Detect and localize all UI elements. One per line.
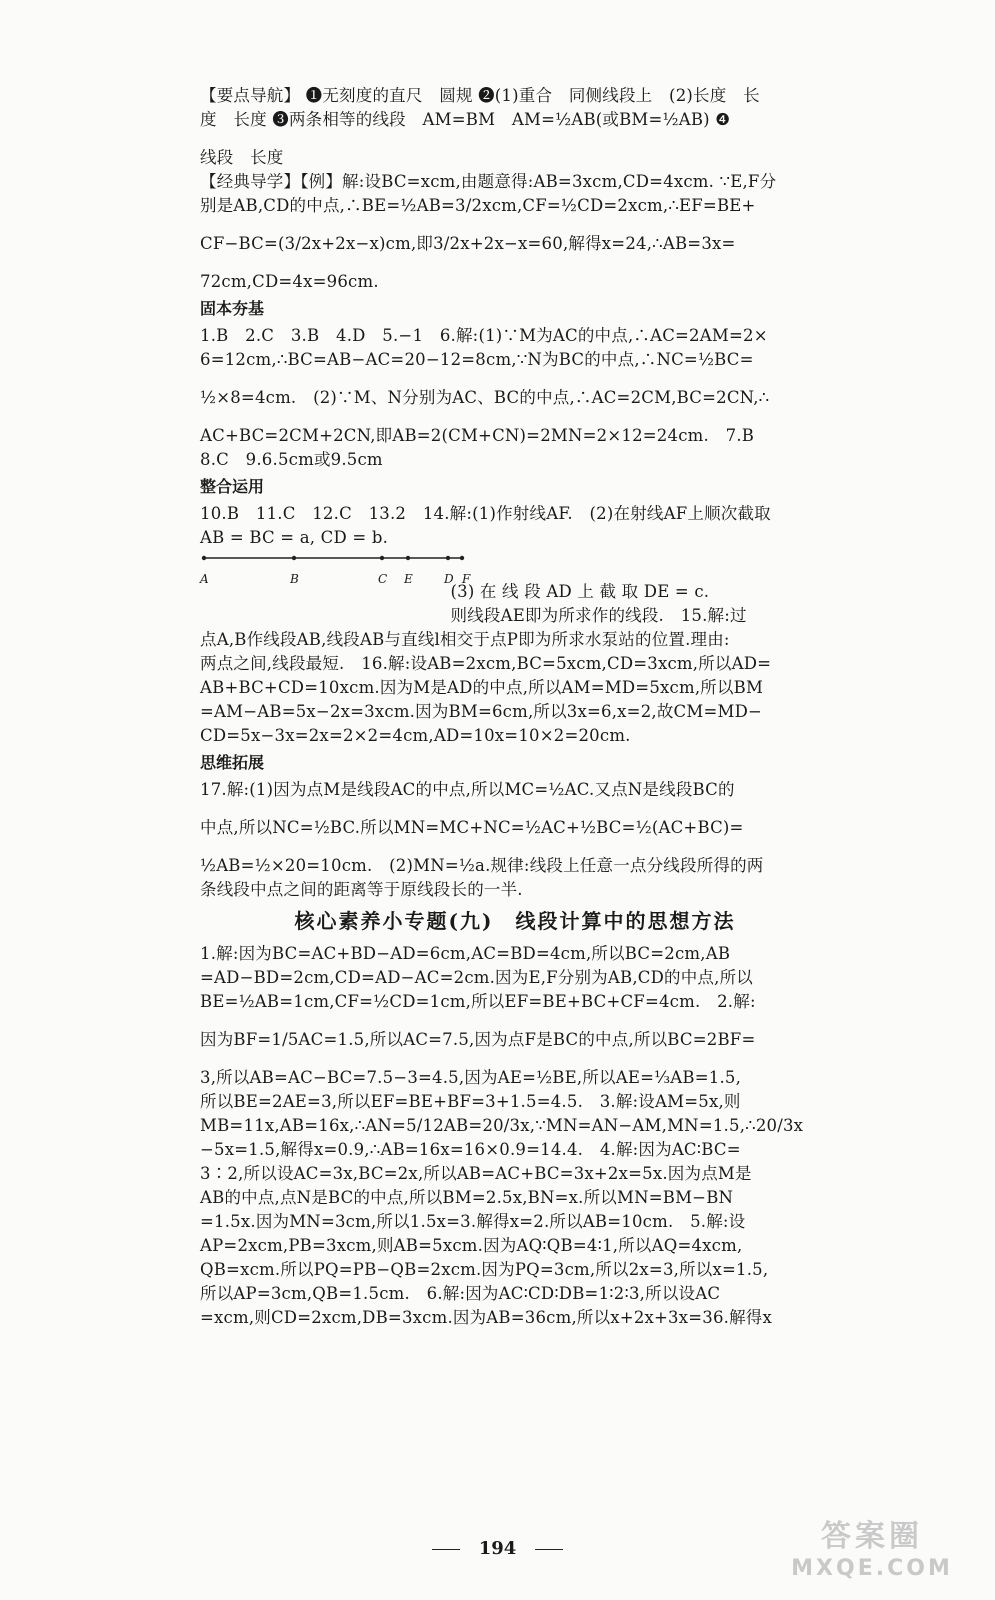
topic-answers-block [200,942,830,1330]
text-line: 点A,B作线段AB,线段AB与直线l相交于点P即为所求水泵站的位置.理由: [200,630,730,649]
text-line: 3,所以AB=AC−BC=7.5−3=4.5,因为AE=½BE,所以AE=⅓AB=1.5, [200,1068,742,1087]
basic-answers-block [200,324,830,472]
text-line: 所以AP=3cm,QB=1.5cm. 6.解:因为AC∶CD∶DB=1∶2∶3,所以设AC [200,1284,721,1303]
text-line: (3) 在 线 段 AD 上 截 取 DE = c. [200,582,710,601]
extension-block [200,778,830,902]
text-line: 8.C 9.6.5cm或9.5cm [200,450,383,469]
point-label-b: B [290,572,299,586]
text-line: 中点,所以NC=½BC.所以MN=MC+NC=½AC+½BC=½(AC+BC)= [200,818,744,837]
text-line: AP=2xcm,PB=3xcm,则AB=5xcm.因为AQ∶QB=4∶1,所以AQ=4xcm, [200,1236,743,1255]
point-label-f: F [462,572,471,586]
text-line: 3∶2,所以设AC=3x,BC=2x,所以AB=AC+BC=3x+2x=5x.因为点M是 [200,1164,752,1183]
key-points-block [200,84,830,170]
watermark-bottom-text: MXQE.COM [791,1556,953,1581]
text-line: 度 长度 ❸两条相等的线段 AM=BM AM=½AB(或BM=½AB) ❹ [200,110,731,129]
text-line: 17.解:(1)因为点M是线段AC的中点,所以MC=½AC.又点N是线段BC的 [200,780,735,799]
footer-dash-left [432,1549,460,1550]
answer-page [200,84,830,1330]
text-line: BE=½AB=1cm,CF=½CD=1cm,所以EF=BE+BC+CF=4cm. 2.解: [200,992,756,1011]
text-line: QB=xcm.所以PQ=PB−QB=2xcm.因为PQ=3cm,所以2x=3,所以x=1.5, [200,1260,769,1279]
segment-line-figure [200,548,470,578]
text-line: 别是AB,CD的中点,∴BE=½AB=3/2xcm,CF=½CD=2xcm,∴EF=BE+ [200,196,756,215]
text-line: −5x=1.5,解得x=0.9,∴AB=16x=16×0.9=14.4. 4.解:因为AC∶BC= [200,1140,741,1159]
text-line: 条线段中点之间的距离等于原线段长的一半. [200,880,523,899]
point-label-c: C [378,572,388,586]
text-line: ½×8=4cm. (2)∵M、N分别为AC、BC的中点,∴AC=2CM,BC=2CN,∴ [200,388,770,407]
segment-diagram [200,548,470,590]
point-label-d: D [444,572,454,586]
text-line: CD=5x−3x=2x=2×2=4cm,AD=10x=10×2=20cm. [200,726,631,745]
point-label-e: E [404,572,413,586]
watermark-top-text: 答案圈 [821,1519,923,1554]
footer-dash-right [535,1549,563,1550]
text-line: 则线段AE即为所求作的线段. 15.解:过 [200,606,747,625]
text-line: =AD−BD=2cm,CD=AD−AC=2cm.因为E,F分别为AB,CD的中点,所以 [200,968,753,987]
section-heading: 固本夯基 [200,299,265,318]
watermark-logo [777,1518,967,1588]
text-line: AB = BC = a, CD = b. [200,528,389,547]
text-line: 72cm,CD=4x=96cm. [200,272,379,291]
text-line: =xcm,则CD=2xcm,DB=3xcm.因为AB=36cm,所以x+2x+3x=36.解得x [200,1308,773,1327]
text-line: 所以BE=2AE=3,所以EF=BE+BF=3+1.5=4.5. 3.解:设AM=5x,则 [200,1092,741,1111]
text-line: 10.B 11.C 12.C 13.2 14.解:(1)作射线AF. (2)在射线AF上顺次截取 [200,504,771,523]
example-block [200,170,830,294]
text-line: 两点之间,线段最短. 16.解:设AB=2xcm,BC=5xcm,CD=3xcm,所以AD= [200,654,772,673]
text-line: AB的中点,点N是BC的中点,所以BM=2.5x,BN=x.所以MN=BM−BN [200,1188,734,1207]
text-line: 【要点导航】 ❶无刻度的直尺 圆规 ❷(1)重合 同侧线段上 (2)长度 长 [200,86,760,105]
text-line: =AM−AB=5x−2x=3xcm.因为BM=6cm,所以3x=6,x=2,故CM=MD− [200,702,763,721]
section-heading: 思维拓展 [200,753,265,772]
point-label-a: A [200,572,209,586]
text-line: AB+BC+CD=10xcm.因为M是AD的中点,所以AM=MD=5xcm,所以BM [200,678,764,697]
topic-title: 核心素养小专题(九) 线段计算中的思想方法 [294,909,736,933]
text-line: =1.5x.因为MN=3cm,所以1.5x=3.解得x=2.所以AB=10cm. 5.解:设 [200,1212,746,1231]
text-line: 因为BF=1/5AC=1.5,所以AC=7.5,因为点F是BC的中点,所以BC=2BF= [200,1030,756,1049]
text-line: CF−BC=(3/2x+2x−x)cm,即3/2x+2x−x=60,解得x=24,∴AB=3x= [200,234,736,253]
text-line: 线段 长度 [200,148,284,167]
text-line: 【经典导学】【例】解:设BC=xcm,由题意得:AB=3xcm,CD=4xcm. ∵E,F分 [200,172,777,191]
text-line: ½AB=½×20=10cm. (2)MN=½a.规律:线段上任意一点分线段所得的两 [200,856,764,875]
text-line: MB=11x,AB=16x,∴AN=5/12AB=20/3x,∵MN=AN−AM,MN=1.5,∴20/3x [200,1116,804,1135]
page-number: 194 [478,1538,517,1559]
text-line: 1.B 2.C 3.B 4.D 5.−1 6.解:(1)∵M为AC的中点,∴AC=2AM=2× [200,326,768,345]
text-line: 1.解:因为BC=AC+BD−AD=6cm,AC=BD=4cm,所以BC=2cm,AB [200,944,731,963]
text-line: AC+BC=2CM+2CN,即AB=2(CM+CN)=2MN=2×12=24cm. 7.B [200,426,755,445]
section-heading: 整合运用 [200,477,265,496]
text-line: 6=12cm,∴BC=AB−AC=20−12=8cm,∵N为BC的中点,∴NC=½BC= [200,350,754,369]
integration-block [200,502,830,748]
